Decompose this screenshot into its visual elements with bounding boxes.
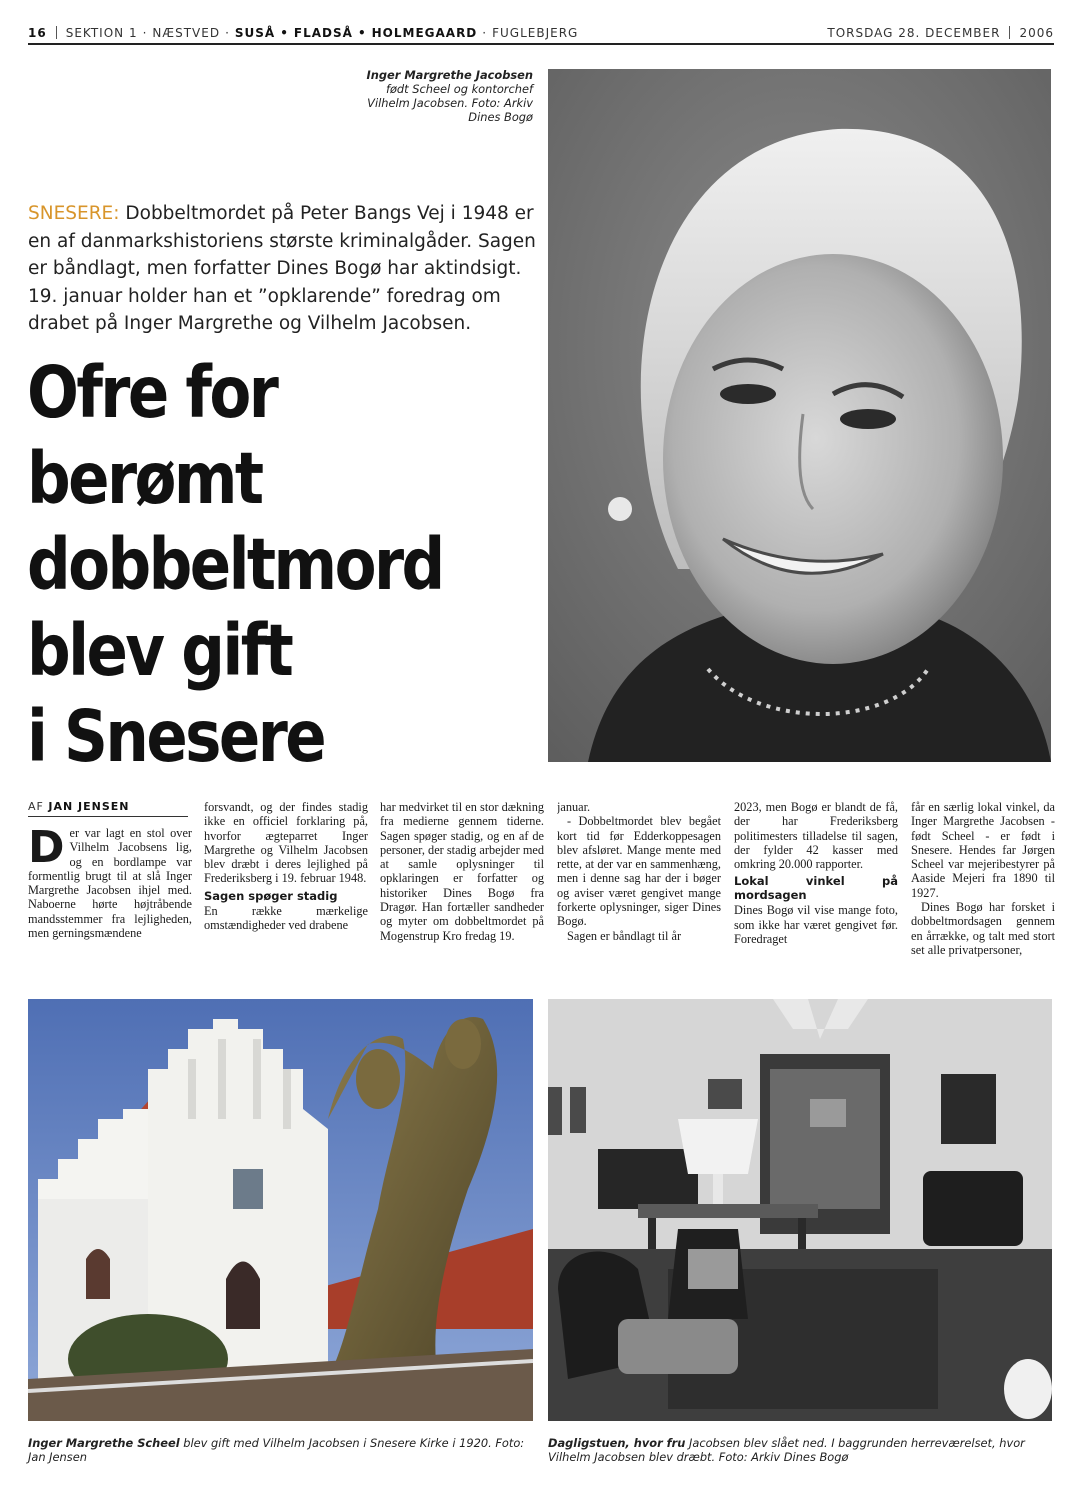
headline-line: Ofre for	[27, 351, 277, 434]
column-text: Dines Bogø vil vise mange foto, som ikke har været gengivet før. Foredraget	[734, 903, 898, 947]
subheading: Sagen spøger stadig	[204, 888, 338, 903]
column-text: er var lagt en stol over Vilhelm Jacobsens lig, og en bordlampe var formentlig brugt til at slå Inger Margrethe Jacobsen ihjel med. Naboerne hørte højtråbende mandsstemmer fra lejligheden, men gerningsmændene	[28, 826, 192, 941]
article-column-4	[557, 800, 721, 960]
area-label-1: SUSÅ	[234, 26, 276, 40]
intro-paragraph	[28, 200, 538, 338]
column-text: En række mærkelige omstændigheder ved drabene	[204, 903, 368, 933]
area-label-3: HOLMEGAARD	[371, 26, 478, 40]
headline-line: i Snesere	[27, 695, 325, 778]
intro-text: Dobbeltmordet på Peter Bangs Vej i 1948 er en af danmarkshistoriens største kriminalgåder. Sagen er båndlagt, men forfatter Dines Bogø har aktindsigt. 19. januar holder han et ”opklarende” foredrag om drabet på Inger Margrethe og Vilhelm Jacobsen.	[28, 203, 536, 334]
caption-text: født Scheel og kontorchef Vilhelm Jacobsen. Foto: Arkiv Dines Bogø	[367, 82, 533, 124]
caption-lead: Dagligstuen, hvor fru	[548, 1436, 686, 1450]
masthead-divider	[56, 26, 57, 39]
caption-text: blev gift med Vilhelm Jacobsen i Snesere Kirke i 1920. Foto: Jan Jensen	[28, 1436, 525, 1464]
byline-author: JAN JENSEN	[48, 800, 130, 813]
byline-prefix: AF	[28, 800, 44, 813]
article-column-5	[734, 800, 898, 960]
section-label: SEKTION 1	[65, 26, 138, 40]
kicker: SNESERE:	[28, 203, 120, 224]
column-text: får en særlig lokal vinkel, da Inger Margrethe Jacobsen - født Scheel - er født i Snesere. Hendes far Jørgen Scheel var mejeribestyrer på Aaside Mejeri fra 1890 til 1927.	[911, 800, 1055, 900]
issue-year: 2006	[1019, 26, 1054, 40]
column-text: Dines Bogø har forsket i dobbeltmordsagen gennem en årrække, og talt med stort set alle privatpersoner,	[911, 900, 1055, 957]
page-number: 16	[28, 26, 47, 40]
caption-lead: Inger Margrethe Jacobsen	[366, 68, 533, 82]
church-photo-caption	[28, 1436, 533, 1464]
area-label-4: FUGLEBJERG	[492, 26, 579, 40]
town-label: NÆSTVED	[152, 26, 221, 40]
masthead-rule	[28, 43, 1054, 45]
living-room-caption	[548, 1436, 1053, 1464]
headline-line: berømt	[27, 437, 262, 520]
living-room-photo	[548, 999, 1052, 1421]
column-text: 2023, men Bogø er blandt de få, der har Frederiksberg politimesters tilladelse til sagen, der fylder 42 kasser med omkring 20.000 rapporter.	[734, 800, 898, 872]
caption-lead: Inger Margrethe Scheel	[28, 1436, 180, 1450]
headline-line: blev gift	[27, 609, 292, 692]
masthead: 16 SEKTION 1 · NÆSTVED · SUSÅ • FLADSÅ • HOLMEGAARD · FUGLEBJERG TORSDAG 28. DECEMBER 2006	[28, 26, 1054, 40]
column-text: - Dobbeltmordet blev begået kort tid før Edderkoppesagen blev afsløret. Mange mente med rette, at der var en sammenhæng, men i denne sag har der i bøger og aviser været gengivet mange forkerte oplysninger, siger Dines Bogø.	[557, 814, 721, 929]
issue-date: TORSDAG 28. DECEMBER	[827, 26, 1001, 40]
article-column-6	[911, 800, 1055, 960]
masthead-divider	[1009, 26, 1010, 39]
column-text: forsvandt, og der findes stadig ikke en officiel forklaring på, hvorfor ægteparret Inger Margrethe og Vilhelm Jacobsen blev dræbt i deres lejlighed på Frederiksberg i 19. februar 1948.	[204, 800, 368, 886]
article-column-3	[380, 800, 544, 960]
byline	[28, 800, 188, 817]
column-text: januar.	[557, 800, 591, 814]
article-column-2	[204, 800, 368, 960]
portrait-caption	[360, 68, 533, 124]
article-column-1	[28, 826, 192, 960]
headline	[27, 350, 474, 780]
caption-text: Jacobsen blev slået ned. I baggrunden herreværelset, hvor Vilhelm Jacobsen blev dræbt. Foto: Arkiv Dines Bogø	[548, 1436, 1025, 1464]
church-photo	[28, 999, 533, 1421]
portrait-photo	[548, 69, 1051, 762]
area-label-2: FLADSÅ	[293, 26, 353, 40]
column-text: har medvirket til en stor dækning fra medierne gennem tiderne. Sagen spøger stadig, og en af de personer, der stadig arbejder med at samle oplysninger til opklaringen er forfatter og historiker Dines Bogø fra Dragør. Han fortæller sandheder og myter om dobbeltmordet på Mogenstrup Kro fredag 19.	[380, 800, 544, 943]
dropcap: D	[28, 826, 65, 873]
column-text: Sagen er båndlagt til år	[567, 928, 682, 943]
headline-line: dobbeltmord	[27, 523, 443, 606]
subheading: Lokal vinkel på mordsagen	[734, 874, 898, 903]
